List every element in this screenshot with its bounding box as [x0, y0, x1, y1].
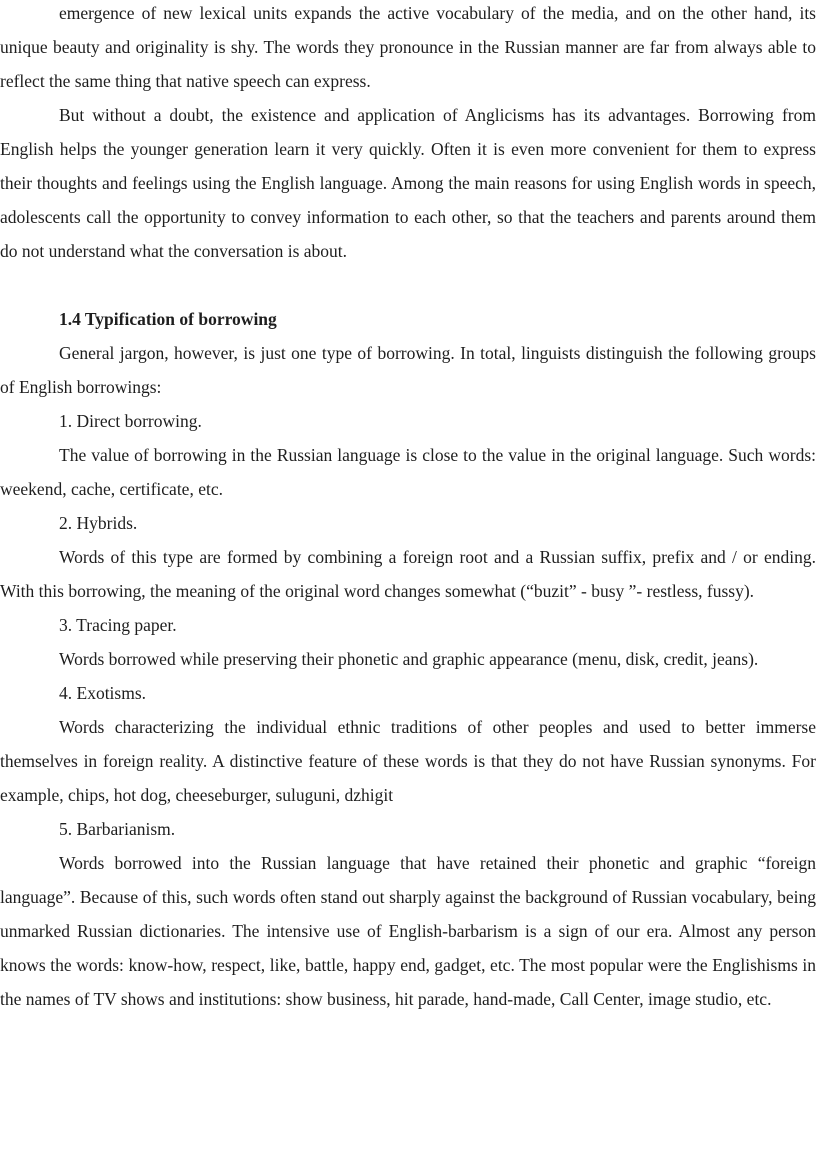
list-item-text-hybrids: Words of this type are formed by combining a foreign root and a Russian suffix, prefix and / or ending. With this borrowing, the meaning of the original word changes somewhat (“buzit” - busy ”- restless, fussy).	[0, 547, 816, 601]
section-heading: 1.4 Typification of borrowing	[59, 309, 277, 329]
list-item-title-direct-borrowing: 1. Direct borrowing.	[59, 411, 202, 431]
list-item-text-direct-borrowing: The value of borrowing in the Russian language is close to the value in the original language. Such words: weekend, cache, certificate, etc.	[0, 445, 816, 499]
paragraph-anglicisms-advantages: But without a doubt, the existence and application of Anglicisms has its advantages. Borrowing from English helps the younger generation learn it very quickly. Often it is even more convenient for them to express their thoughts and feelings using the English language. Among the main reasons for using English words in speech, adolescents call the opportunity to convey information to each other, so that the teachers and parents around them do not understand what the conversation is about.	[0, 105, 816, 261]
section-intro: General jargon, however, is just one type of borrowing. In total, linguists distinguish the following groups of English borrowings:	[0, 343, 816, 397]
list-item-text-tracing-paper: Words borrowed while preserving their phonetic and graphic appearance (menu, disk, credit, jeans).	[59, 649, 759, 669]
list-item-text-barbarianism: Words borrowed into the Russian language that have retained their phonetic and graphic “foreign language”. Because of this, such words often stand out sharply against the background of Russian vocabulary, being unmarked Russian dictionaries. The intensive use of English-barbarism is a sign of our era. Almost any person knows the words: know-how, respect, like, battle, happy end, gadget, etc. The most popular were the Englishisms in the names of TV shows and institutions: show business, hit parade, hand-made, Call Center, image studio, etc.	[0, 853, 816, 1009]
list-item-title-exotisms: 4. Exotisms.	[59, 683, 147, 703]
section-gap	[0, 268, 816, 302]
list-item-text-exotisms: Words characterizing the individual ethnic traditions of other peoples and used to better immerse themselves in foreign reality. A distinctive feature of these words is that they do not have Russian synonyms. For example, chips, hot dog, cheeseburger, suluguni, dzhigit	[0, 717, 816, 805]
list-item-title-barbarianism: 5. Barbarianism.	[59, 819, 176, 839]
list-item-title-hybrids: 2. Hybrids.	[59, 513, 138, 533]
paragraph-continuation: emergence of new lexical units expands the active vocabulary of the media, and on the other hand, its unique beauty and originality is shy. The words they pronounce in the Russian manner are far from always able to reflect the same thing that native speech can express.	[0, 3, 816, 91]
list-item-title-tracing-paper: 3. Tracing paper.	[59, 615, 177, 635]
